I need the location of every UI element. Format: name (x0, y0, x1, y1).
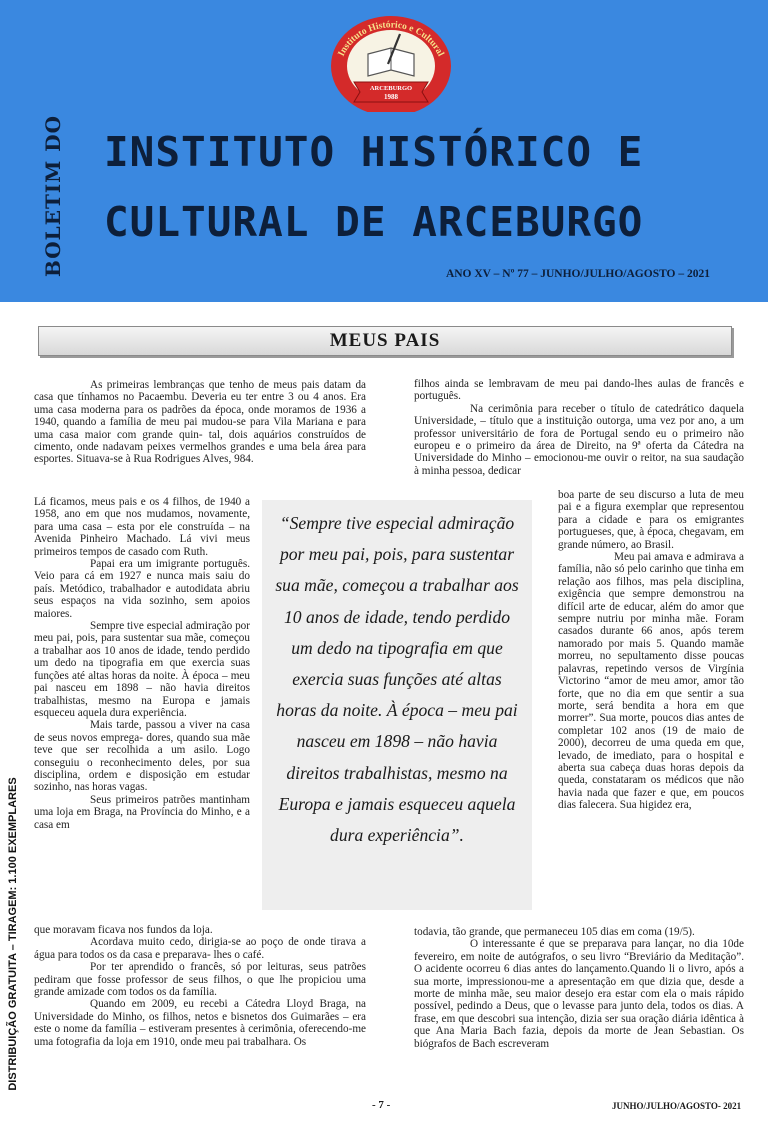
left-column-top (34, 379, 366, 495)
paragraph: Na cerimônia para receber o título de catedrático daquela Universidade, – título que a instituição outorga, uma vez por ano, a um professor universitário de fora de Portugal sendo eu o primeiro não europeu e o primeiro da área de Direito, na 9ª oferta da Cátedra na Universidade do Minho – emocionou-me ouvir o reitor, na sua saudação à minha pessoa, dedicar (414, 402, 744, 477)
paragraph: Seus primeiros patrões mantinham uma loja em Braga, na Província do Minho, e a casa em (34, 793, 250, 831)
article-title-banner (38, 326, 732, 356)
paragraph: Acordava muito cedo, dirigia-se ao poço de onde tirava a água para todos os da casa e preparava- lhes o café. (34, 936, 366, 961)
logo-year: 1988 (384, 93, 398, 101)
page-number: - 7 - (372, 1099, 391, 1111)
left-column-bottom (34, 924, 366, 1092)
right-column-bottom (414, 926, 744, 1094)
paragraph: Quando em 2009, eu recebi a Cátedra Lloyd Braga, na Universidade do Minho, os filhos, netos e bisnetos dos Guimarães – era este o nome da família – estiveram presentes à cerimônia, oferecendo-me uma fotografia da loja em 1910, onde meu pai trabalhara. Os (34, 998, 366, 1048)
paragraph: boa parte de seu discurso a luta de meu pai e a figura exemplar que representou para a cidade e para os emigrantes portugueses, que, à época, chegavam, em grande número, ao Brasil. (558, 489, 744, 551)
masthead (0, 0, 768, 302)
issue-line: ANO XV – Nº 77 – JUNHO/JULHO/AGOSTO – 2021 (445, 268, 710, 280)
right-column-top (414, 378, 744, 488)
page-title-line-2: CULTURAL DE ARCEBURGO (104, 198, 644, 246)
paragraph: Mais tarde, passou a viver na casa de seus novos emprega- dores, quando sua mãe teve que ser recolhida a um asilo. Logo conseguiu o reconhecimento deles, por sua disciplina, ordem e disposição em estudar sozinho, nas horas vagas. (34, 719, 250, 794)
paragraph: Por ter aprendido o francês, só por leituras, seus patrões pediram que fosse professor de seus filhos, o que lhe propiciou uma grande amizade com todos os da família. (34, 961, 366, 999)
paragraph: todavia, tão grande, que permaneceu 105 dias em coma (19/5). (414, 926, 695, 938)
paragraph: O interessante é que se preparava para lançar, no dia 10de fevereiro, em noite de autógrafos, o seu livro “Breviário da Meditação”. O acidente ocorreu 6 dias antes do lançamento.Quando li o livro, após a sua morte, impressionou-me a apresentação em que dizia que, desde a morte de minha mãe, seu maior desejo era estar com ela o mais rápido possível, pedindo a Deus, que o levasse para junto dela, todos os dias. A frase, em que descobri sua intenção, dizia ser sua oração diária idêntica à que Ana Maria Bach fazia, depois da morte de Jean Sebastian. Os biógrafos de Bach escreveram (414, 938, 744, 1050)
page-title-line-1: INSTITUTO HISTÓRICO E (104, 128, 644, 176)
footer-date: JUNHO/JULHO/AGOSTO- 2021 (612, 1101, 742, 1111)
institute-logo (318, 8, 464, 112)
paragraph: Lá ficamos, meus pais e os 4 filhos, de 1940 a 1958, ano em que nos mudamos, novamente, para uma casa – esta por ele construída – na Avenida Pinheiro Machado. Lá vivi meus primeiros tempos de casado com Ruth. (34, 496, 250, 558)
pull-quote-box (262, 500, 532, 910)
paragraph: filhos ainda se lembravam de meu pai dando-lhes aulas de francês e português. (414, 378, 744, 403)
distribution-note: DISTRIBUIÇÃO GRATUITA – TIRAGEM: 1.100 EXEMPLARES (7, 777, 19, 1091)
paragraph: Meu pai amava e admirava a família, não só pelo carinho que tinha em relação aos filhos, mas pela disciplina, exigência que sempre demonstrou na difícil arte de educar, além do amor que sempre nutriu por minha mãe. Foram casados durante 66 anos, após terem namorado por mais 5. Quando mamãe morreu, no sepultamento disse poucas palavras, repetindo versos de Virgínia Victorino “amor de meu amor, amor tão forte, que no dia em que sentir a sua morte, será bendita a hora em que morrer”. Sua morte, poucos dias antes de completar 102 anos (19 de maio de 2000), decorreu de uma queda em que, levado, de imediato, para o hospital e aberta sua cabeça duas horas depois da queda, constataram os médicos que não havia nada que fazer e que, em poucos dias falecera. Sua higidez era, (558, 551, 744, 812)
paragraph: que moravam ficava nos fundos da loja. (34, 924, 213, 936)
pull-quote: “Sempre tive especial admiração por meu pai, pois, para sustentar sua mãe, começou a trabalhar aos 10 anos de idade, tendo perdido um dedo na tipografia em que exercia suas funções até altas horas da noite. À época – meu pai nasceu em 1898 – não havia direitos trabalhistas, mesmo na Europa e jamais esqueceu aquela dura experiência”. (275, 513, 519, 846)
left-column-narrow (34, 496, 250, 936)
series-label: BOLETIM DO (41, 114, 65, 278)
article-title: MEUS PAIS (329, 330, 441, 351)
logo-banner-text: ARCEBURGO (369, 85, 413, 92)
paragraph: Papai era um imigrante português. Veio para cá em 1927 e nunca mais saiu do país. Metódico, trabalhador e autodidata abriu seus espaços na vida sozinho, sem apoios maiores. (34, 558, 250, 620)
logo-ring-text: Instituto Histórico e Cultural (336, 20, 446, 59)
paragraph: As primeiras lembranças que tenho de meus pais datam da casa que tínhamos no Pacaembu. Deveria eu ter entre 3 ou 4 anos. Era uma casa moderna para os padrões da época, onde moramos de 1936 a 1940, quando a família de meu pai mudou-se para Vila Mariana e para uma casa maior com grande quin- tal, dois aquários construídos de cimento, onde nadavam peixes vermelhos grandes e uma bela área para esportes. Situava-se à Rua Rodrigues Alves, 984. (34, 379, 366, 466)
right-column-narrow (558, 489, 744, 925)
paragraph: Sempre tive especial admiração por meu pai, pois, para sustentar sua mãe, começou a trabalhar aos 10 anos de idade, tendo perdido um dedo na tipografia em que exercia suas funções até altas horas da noite. À época – meu pai nasceu em 1898 – não havia direitos trabalhistas, mesmo na Europa e jamais esqueceu aquela dura experiência. (34, 620, 250, 719)
